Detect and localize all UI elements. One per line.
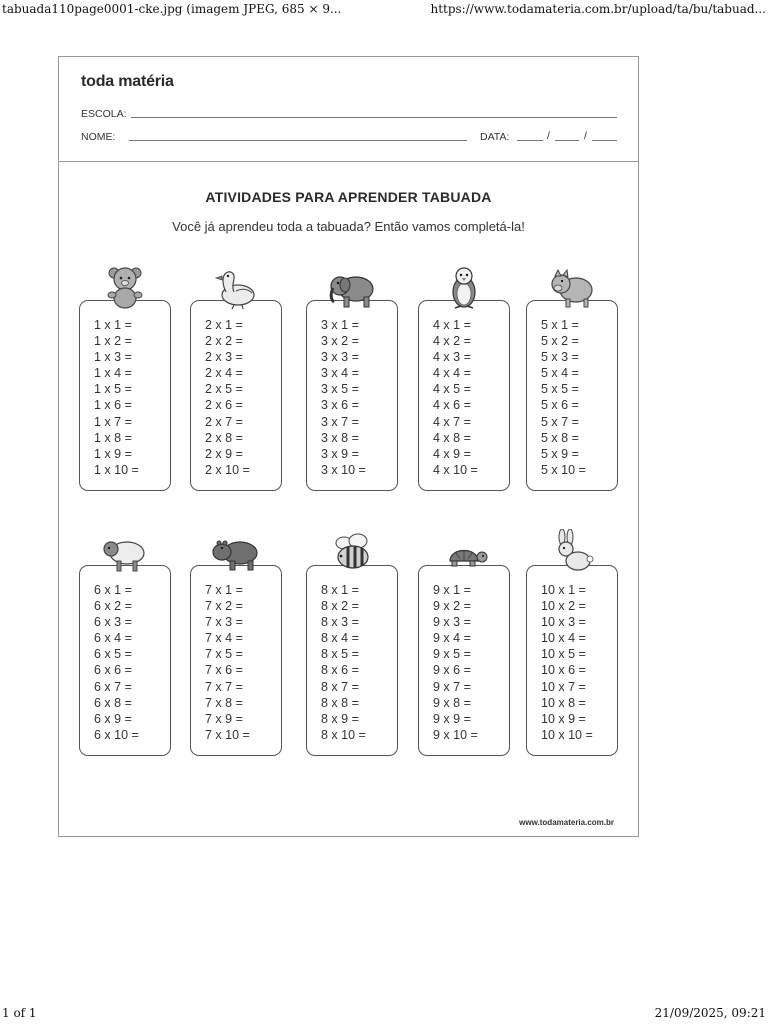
times-table-row[interactable]: 8 x 7 =: [321, 679, 359, 694]
times-table-row[interactable]: 2 x 3 =: [205, 350, 243, 365]
times-table-rows: [433, 582, 505, 743]
date-month-field[interactable]: [555, 140, 579, 141]
times-table-row[interactable]: 6 x 8 =: [94, 695, 132, 710]
times-table-row[interactable]: 9 x 9 =: [433, 711, 471, 726]
times-table-row[interactable]: 9 x 5 =: [433, 647, 471, 662]
times-table-row[interactable]: 3 x 1 =: [321, 318, 359, 332]
times-table-row[interactable]: 2 x 4 =: [205, 366, 243, 381]
times-table-row[interactable]: 7 x 5 =: [205, 647, 243, 662]
times-table-row[interactable]: 2 x 7 =: [205, 414, 243, 429]
times-table-row[interactable]: 1 x 2 =: [94, 334, 132, 349]
times-table-row[interactable]: 3 x 5 =: [321, 382, 359, 397]
times-table-row[interactable]: 4 x 10 =: [433, 462, 478, 477]
times-table-row[interactable]: 4 x 9 =: [433, 446, 471, 461]
print-header: [0, 0, 768, 20]
times-table-row[interactable]: 7 x 7 =: [205, 679, 243, 694]
date-year-field[interactable]: [592, 140, 617, 141]
times-table-row[interactable]: 9 x 10 =: [433, 727, 478, 742]
times-table-row[interactable]: 6 x 5 =: [94, 647, 132, 662]
times-table-rows: [541, 317, 613, 478]
times-table-row[interactable]: 4 x 1 =: [433, 318, 471, 332]
times-table-row[interactable]: 10 x 8 =: [541, 695, 586, 710]
times-table-row[interactable]: 10 x 3 =: [541, 615, 586, 630]
times-table-row[interactable]: 5 x 2 =: [541, 334, 579, 349]
times-table-row[interactable]: 6 x 1 =: [94, 583, 132, 597]
times-table-row[interactable]: 10 x 1 =: [541, 583, 586, 597]
brand-logo: toda matéria: [81, 73, 174, 90]
times-table-row[interactable]: 7 x 1 =: [205, 583, 243, 597]
times-table-row[interactable]: 10 x 2 =: [541, 599, 586, 614]
times-table-row[interactable]: 10 x 7 =: [541, 679, 586, 694]
times-table-row[interactable]: 3 x 2 =: [321, 334, 359, 349]
times-table-row[interactable]: 9 x 4 =: [433, 631, 471, 646]
times-table-row[interactable]: 8 x 2 =: [321, 599, 359, 614]
times-table-row[interactable]: 3 x 9 =: [321, 446, 359, 461]
times-table-row[interactable]: 4 x 3 =: [433, 350, 471, 365]
times-table-row[interactable]: 8 x 1 =: [321, 583, 359, 597]
header-divider: [59, 161, 638, 162]
bee-icon: [326, 529, 378, 575]
times-table-row[interactable]: 3 x 10 =: [321, 462, 366, 477]
date-label: DATA:: [480, 131, 510, 143]
times-table-row[interactable]: 1 x 5 =: [94, 382, 132, 397]
times-table-card: [190, 565, 282, 756]
times-table-card: [306, 300, 398, 491]
times-table-card: [306, 565, 398, 756]
times-table-rows: [205, 317, 277, 478]
times-table-row[interactable]: 1 x 7 =: [94, 414, 132, 429]
turtle-icon: [438, 529, 490, 575]
times-table-row[interactable]: 7 x 6 =: [205, 663, 243, 678]
times-table-card: [79, 565, 171, 756]
times-table-row[interactable]: 1 x 4 =: [94, 366, 132, 381]
times-table-row[interactable]: 4 x 5 =: [433, 382, 471, 397]
times-table-row[interactable]: 10 x 10 =: [541, 727, 593, 742]
worksheet: [58, 56, 639, 837]
elephant-icon: [326, 264, 378, 310]
times-table-row[interactable]: 1 x 3 =: [94, 350, 132, 365]
times-table-row[interactable]: 2 x 1 =: [205, 318, 243, 332]
page-subtitle: Você já aprendeu toda a tabuada? Então vamos completá-la!: [172, 219, 525, 234]
times-table-row[interactable]: 7 x 2 =: [205, 599, 243, 614]
times-table-row[interactable]: 1 x 10 =: [94, 462, 139, 477]
times-table-row[interactable]: 1 x 8 =: [94, 430, 132, 445]
date-day-field[interactable]: [517, 140, 543, 141]
times-table-row[interactable]: 9 x 2 =: [433, 599, 471, 614]
times-table-row[interactable]: 9 x 7 =: [433, 679, 471, 694]
times-table-row[interactable]: 3 x 8 =: [321, 430, 359, 445]
hippo-icon: [210, 529, 262, 575]
times-table-row[interactable]: 7 x 3 =: [205, 615, 243, 630]
times-table-row[interactable]: 8 x 8 =: [321, 695, 359, 710]
print-document-url: https://www.todamateria.com.br/upload/ta/bu/tabuad...: [430, 2, 766, 16]
sheep-icon: [99, 529, 151, 575]
times-table-row[interactable]: 6 x 10 =: [94, 727, 139, 742]
duck-icon: [210, 264, 262, 310]
print-page-count: 1 of 1: [2, 1006, 37, 1020]
times-table-row[interactable]: 5 x 4 =: [541, 366, 579, 381]
times-table-rows: [433, 317, 505, 478]
times-table-row[interactable]: 9 x 8 =: [433, 695, 471, 710]
times-table-row[interactable]: 8 x 3 =: [321, 615, 359, 630]
times-table-row[interactable]: 7 x 8 =: [205, 695, 243, 710]
times-table-rows: [321, 317, 393, 478]
times-table-row[interactable]: 5 x 10 =: [541, 462, 586, 477]
times-table-row[interactable]: 7 x 9 =: [205, 711, 243, 726]
times-table-row[interactable]: 8 x 6 =: [321, 663, 359, 678]
times-table-row[interactable]: 5 x 7 =: [541, 414, 579, 429]
times-table-row[interactable]: 8 x 9 =: [321, 711, 359, 726]
times-table-row[interactable]: 3 x 7 =: [321, 414, 359, 429]
times-table-row[interactable]: 6 x 3 =: [94, 615, 132, 630]
times-table-row[interactable]: 6 x 2 =: [94, 599, 132, 614]
times-table-rows: [94, 582, 166, 743]
school-field[interactable]: [131, 117, 617, 118]
times-table-row[interactable]: 4 x 7 =: [433, 414, 471, 429]
footer-url: www.todamateria.com.br: [519, 818, 614, 827]
times-table-row[interactable]: 8 x 4 =: [321, 631, 359, 646]
times-table-row[interactable]: 10 x 4 =: [541, 631, 586, 646]
times-table-row[interactable]: 5 x 6 =: [541, 398, 579, 413]
times-table-rows: [94, 317, 166, 478]
times-table-row[interactable]: 2 x 10 =: [205, 462, 250, 477]
times-table-row[interactable]: 10 x 5 =: [541, 647, 586, 662]
times-table-row[interactable]: 6 x 4 =: [94, 631, 132, 646]
name-field[interactable]: [129, 140, 467, 141]
times-table-row[interactable]: 4 x 8 =: [433, 430, 471, 445]
times-table-row[interactable]: 9 x 1 =: [433, 583, 471, 597]
times-table-row[interactable]: 5 x 8 =: [541, 430, 579, 445]
times-table-row[interactable]: 9 x 3 =: [433, 615, 471, 630]
times-table-row[interactable]: 2 x 9 =: [205, 446, 243, 461]
times-table-row[interactable]: 2 x 2 =: [205, 334, 243, 349]
times-table-row[interactable]: 1 x 1 =: [94, 318, 132, 332]
times-table-card: [418, 300, 510, 491]
times-table-row[interactable]: 2 x 8 =: [205, 430, 243, 445]
times-table-row[interactable]: 4 x 4 =: [433, 366, 471, 381]
times-table-row[interactable]: 8 x 5 =: [321, 647, 359, 662]
times-table-row[interactable]: 3 x 3 =: [321, 350, 359, 365]
school-label: ESCOLA:: [81, 108, 127, 120]
times-table-row[interactable]: 7 x 10 =: [205, 727, 250, 742]
times-table-row[interactable]: 8 x 10 =: [321, 727, 366, 742]
times-table-row[interactable]: 2 x 5 =: [205, 382, 243, 397]
times-table-rows: [321, 582, 393, 743]
times-table-card: [79, 300, 171, 491]
times-table-row[interactable]: 10 x 6 =: [541, 663, 586, 678]
times-table-row[interactable]: 5 x 3 =: [541, 350, 579, 365]
name-label: NOME:: [81, 131, 116, 143]
print-footer: [0, 1004, 768, 1024]
rabbit-icon: [546, 529, 598, 575]
times-table-card: [526, 565, 618, 756]
date-separator: /: [547, 130, 550, 142]
times-table-card: [526, 300, 618, 491]
times-table-row[interactable]: 5 x 5 =: [541, 382, 579, 397]
times-table-row[interactable]: 10 x 9 =: [541, 711, 586, 726]
print-document-title: tabuada110page0001-cke.jpg (imagem JPEG, 685 × 9...: [2, 2, 342, 16]
times-table-row[interactable]: 9 x 6 =: [433, 663, 471, 678]
times-table-row[interactable]: 1 x 9 =: [94, 446, 132, 461]
times-table-row[interactable]: 7 x 4 =: [205, 631, 243, 646]
times-table-row[interactable]: 3 x 4 =: [321, 366, 359, 381]
times-table-row[interactable]: 3 x 6 =: [321, 398, 359, 413]
penguin-icon: [438, 264, 490, 310]
times-table-row[interactable]: 5 x 1 =: [541, 318, 579, 332]
times-table-row[interactable]: 6 x 9 =: [94, 711, 132, 726]
times-table-card: [190, 300, 282, 491]
times-table-row[interactable]: 6 x 6 =: [94, 663, 132, 678]
date-separator: /: [584, 130, 587, 142]
times-table-row[interactable]: 4 x 2 =: [433, 334, 471, 349]
times-table-row[interactable]: 5 x 9 =: [541, 446, 579, 461]
times-table-rows: [541, 582, 613, 743]
times-table-row[interactable]: 1 x 6 =: [94, 398, 132, 413]
times-table-row[interactable]: 6 x 7 =: [94, 679, 132, 694]
times-table-row[interactable]: 2 x 6 =: [205, 398, 243, 413]
print-datetime: 21/09/2025, 09:21: [654, 1006, 766, 1020]
teddy-bear-icon: [99, 264, 151, 310]
times-table-row[interactable]: 4 x 6 =: [433, 398, 471, 413]
pig-icon: [546, 264, 598, 310]
page-title: ATIVIDADES PARA APRENDER TABUADA: [205, 189, 492, 205]
times-table-card: [418, 565, 510, 756]
times-table-rows: [205, 582, 277, 743]
